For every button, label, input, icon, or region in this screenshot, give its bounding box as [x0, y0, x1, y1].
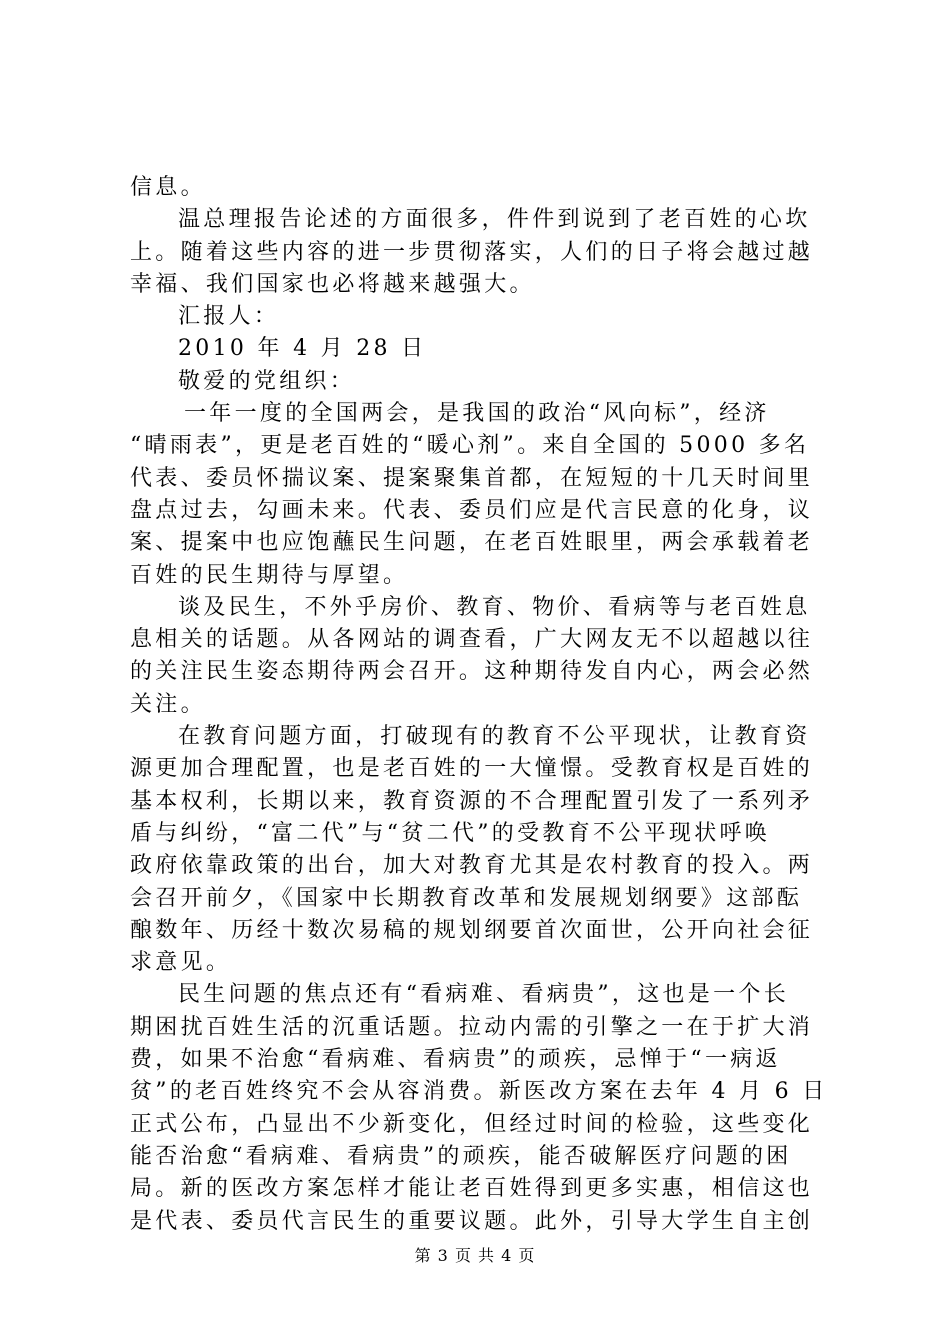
text-line: 盾与纠纷，“富二代”与“贫二代”的受教育不公平现状呼唤	[130, 820, 771, 846]
text-line: 谈及民生，不外乎房价、教育、物价、看病等与老百姓息	[178, 594, 811, 620]
text-line: 的关注民生姿态期待两会召开。这种期待发自内心，两会必然	[130, 659, 814, 685]
text-line: 局。新的医改方案怎样才能让老百姓得到更多实惠，相信这也	[130, 1176, 814, 1202]
text-line: 敬爱的党组织：	[178, 368, 356, 394]
page-footer: 第 3 页 共 4 页	[414, 1246, 536, 1265]
text-line: 酿数年、历经十数次易稿的规划纲要首次面世，公开向社会征	[130, 917, 814, 943]
text-line: 求意见。	[130, 950, 232, 976]
text-line: 汇报人：	[178, 304, 280, 330]
text-line: 民生问题的焦点还有“看病难、看病贵”，这也是一个长	[178, 982, 789, 1008]
text-line: 一年一度的全国两会，是我国的政治“风向标”，经济	[184, 401, 770, 427]
text-line: 百姓的民生期待与厚望。	[130, 562, 409, 588]
text-line: 案、提案中也应饱蘸民生问题，在老百姓眼里，两会承载着老	[130, 530, 814, 556]
text-line: 基本权利，长期以来，教育资源的不合理配置引发了一系列矛	[130, 788, 814, 814]
text-line: 2010 年 4 月 28 日	[178, 336, 427, 362]
text-line: 会召开前夕，《国家中长期教育改革和发展规划纲要》这部酝	[130, 885, 803, 911]
text-line: 期困扰百姓生活的沉重话题。拉动内需的引擎之一在于扩大消	[130, 1014, 814, 1040]
text-line: 温总理报告论述的方面很多，件件到说到了老百姓的心坎	[178, 207, 811, 233]
text-line: 正式公布，凸显出不少新变化，但经过时间的检验，这些变化	[130, 1111, 814, 1137]
text-line: 上。随着这些内容的进一步贯彻落实，人们的日子将会越过越	[130, 239, 814, 265]
text-line: 费，如果不治愈“看病难、看病贵”的顽疾，忌惮于“一病返	[130, 1047, 781, 1073]
text-line: 政府依靠政策的出台，加大对教育尤其是农村教育的投入。两	[130, 853, 814, 879]
text-line: 是代表、委员代言民生的重要议题。此外，引导大学生自主创	[130, 1208, 814, 1234]
text-line: 在教育问题方面，打破现有的教育不公平现状，让教育资	[178, 724, 811, 750]
text-line: 信息。	[130, 175, 206, 200]
text-line: 息相关的话题。从各网站的调查看，广大网友无不以超越以往	[130, 627, 814, 653]
document-body	[130, 172, 830, 1238]
text-line: 代表、委员怀揣议案、提案聚集首都，在短短的十几天时间里	[130, 465, 814, 491]
text-line: “晴雨表”，更是老百姓的“暖心剂”。来自全国的 5000 多名	[130, 433, 810, 459]
text-line: 幸福、我们国家也必将越来越强大。	[130, 271, 535, 297]
text-line: 源更加合理配置，也是老百姓的一大憧憬。受教育权是百姓的	[130, 756, 814, 782]
text-line: 能否治愈“看病难、看病贵”的顽疾，能否破解医疗问题的困	[130, 1143, 792, 1169]
text-line: 关注。	[130, 691, 206, 717]
text-line: 盘点过去，勾画未来。代表、委员们应是代言民意的化身，议	[130, 497, 814, 523]
text-line: 贫”的老百姓终究不会从容消费。新医改方案在去年 4 月 6 日	[130, 1079, 828, 1105]
